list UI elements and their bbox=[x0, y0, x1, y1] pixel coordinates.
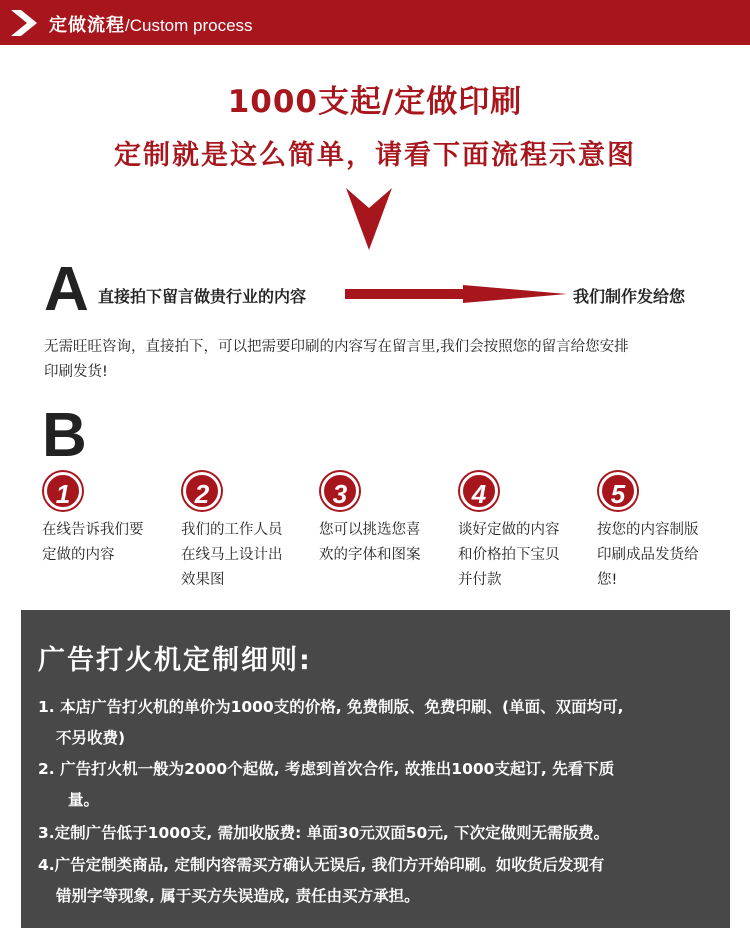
step-number-badge: 3 bbox=[321, 472, 359, 510]
step-number-badge: 4 bbox=[460, 472, 498, 510]
section-a-description bbox=[44, 335, 724, 385]
step-number-badge: 2 bbox=[183, 472, 221, 510]
step-line: 您! bbox=[597, 572, 618, 588]
down-arrow-icon bbox=[346, 188, 392, 250]
rule-line: 量。 bbox=[68, 791, 100, 809]
rules-title: 广告打火机定制细则: bbox=[38, 645, 312, 676]
header-bar bbox=[0, 0, 750, 45]
rule-item-4 bbox=[38, 850, 728, 912]
header-title bbox=[49, 11, 253, 37]
step-line: 在线告诉我们要 bbox=[42, 522, 144, 538]
step-line: 您可以挑选您喜 bbox=[319, 522, 421, 538]
rule-line: 不另收费) bbox=[56, 729, 126, 747]
step-4 bbox=[458, 472, 588, 593]
process-steps bbox=[0, 472, 750, 602]
rule-line: 2. 广告打火机一般为2000个起做, 考虑到首次合作, 故推出1000支起订, 先看下质 bbox=[38, 760, 615, 778]
step-line: 和价格拍下宝贝 bbox=[458, 547, 560, 563]
step-line: 在线马上设计出 bbox=[181, 547, 283, 563]
section-a-left-text: 直接拍下留言做贵行业的内容 bbox=[98, 287, 307, 306]
step-text bbox=[597, 518, 727, 593]
step-1 bbox=[42, 472, 172, 568]
rule-item-2 bbox=[38, 754, 728, 816]
header-title-en: /Custom process bbox=[125, 16, 253, 35]
rules-panel bbox=[21, 610, 730, 928]
step-number-badge: 5 bbox=[599, 472, 637, 510]
section-b-letter: B bbox=[42, 401, 87, 470]
headline-main: 1000支起/定做印刷 bbox=[227, 84, 523, 120]
right-arrow-icon bbox=[345, 283, 567, 305]
step-line: 效果图 bbox=[181, 572, 225, 588]
step-text bbox=[319, 518, 449, 568]
rule-item-3 bbox=[38, 818, 728, 849]
section-a-desc-line1: 无需旺旺咨询，直接拍下，可以把需要印刷的内容写在留言里,我们会按照您的留言给您安排 bbox=[44, 339, 629, 355]
step-line: 并付款 bbox=[458, 572, 502, 588]
section-a-letter: A bbox=[44, 255, 89, 324]
header-title-cn: 定做流程 bbox=[49, 15, 125, 36]
rule-line: 3.定制广告低于1000支, 需加收版费: 单面30元双面50元, 下次定做则无需版费。 bbox=[38, 824, 610, 842]
step-3 bbox=[319, 472, 449, 568]
step-line: 谈好定做的内容 bbox=[458, 522, 560, 538]
step-5 bbox=[597, 472, 727, 593]
section-a-desc-line2: 印刷发货! bbox=[44, 364, 108, 380]
step-line: 印刷成品发货给 bbox=[597, 547, 699, 563]
step-number-badge: 1 bbox=[44, 472, 82, 510]
chevron-right-icon bbox=[10, 9, 40, 37]
headline-sub: 定制就是这么简单，请看下面流程示意图 bbox=[114, 140, 636, 171]
rule-item-1 bbox=[38, 692, 728, 754]
rule-line: 错别字等现象, 属于买方失误造成, 责任由买方承担。 bbox=[56, 887, 420, 905]
rule-line: 1. 本店广告打火机的单价为1000支的价格, 免费制版、免费印刷、(单面、双面均可, bbox=[38, 698, 624, 716]
section-a-right-text: 我们制作发给您 bbox=[573, 287, 686, 306]
step-line: 按您的内容制版 bbox=[597, 522, 699, 538]
step-text bbox=[42, 518, 172, 568]
step-line: 定做的内容 bbox=[42, 547, 115, 563]
step-text bbox=[181, 518, 311, 593]
rule-line: 4.广告定制类商品, 定制内容需买方确认无误后, 我们方开始印刷。如收货后发现有 bbox=[38, 856, 605, 874]
step-2 bbox=[181, 472, 311, 593]
step-line: 我们的工作人员 bbox=[181, 522, 283, 538]
step-text bbox=[458, 518, 588, 593]
step-line: 欢的字体和图案 bbox=[319, 547, 421, 563]
